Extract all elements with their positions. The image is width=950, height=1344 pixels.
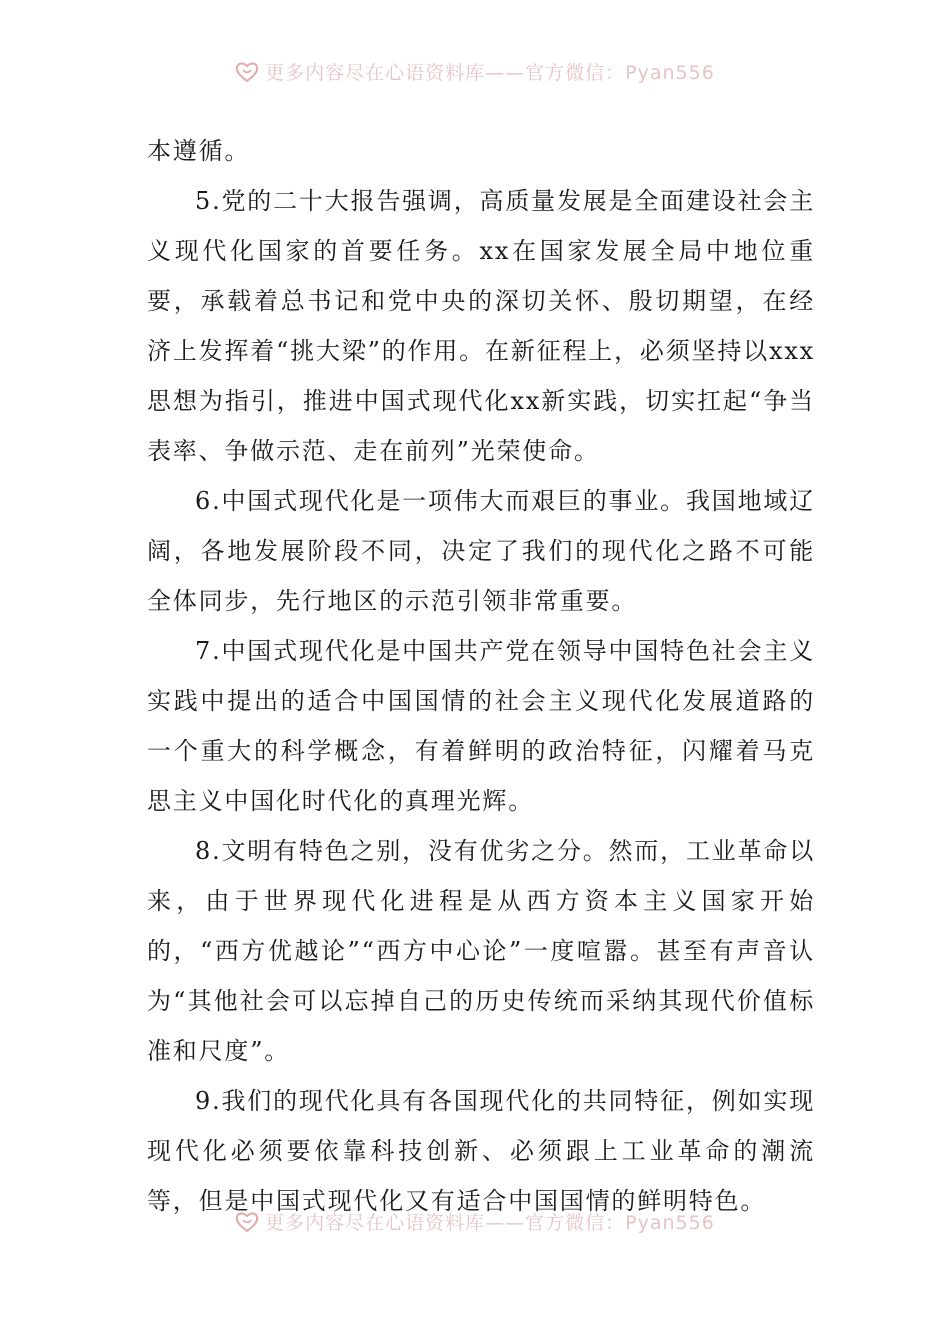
header-watermark-text: 更多内容尽在心语资料库——官方微信：Pyan556 bbox=[265, 62, 715, 84]
heart-logo-icon bbox=[235, 1211, 259, 1233]
paragraph-8: 8.文明有特色之别，没有优劣之分。然而，工业革命以来，由于世界现代化进程是从西方资本主义国家开始的，“西方优越论”“西方中心论”一度喧嚣。甚至有声音认为“其他社会可以忘掉自己的历史传统而采纳其现代价值标准和尺度”。 bbox=[147, 837, 815, 1065]
footer-watermark bbox=[0, 1208, 950, 1235]
paragraph-7: 7.中国式现代化是中国共产党在领导中国特色社会主义实践中提出的适合中国国情的社会主义现代化发展道路的一个重大的科学概念，有着鲜明的政治特征，闪耀着马克思主义中国化时代化的真理光辉。 bbox=[147, 637, 815, 815]
paragraph-6: 6.中国式现代化是一项伟大而艰巨的事业。我国地域辽阔，各地发展阶段不同，决定了我们的现代化之路不可能全体同步，先行地区的示范引领非常重要。 bbox=[147, 487, 815, 615]
header-watermark bbox=[0, 58, 950, 85]
document-body bbox=[147, 126, 815, 1226]
heart-logo-icon bbox=[235, 61, 259, 83]
paragraph-continuation: 本遵循。 bbox=[147, 137, 251, 165]
paragraph-5: 5.党的二十大报告强调，高质量发展是全面建设社会主义现代化国家的首要任务。xx在国家发展全局中地位重要，承载着总书记和党中央的深切关怀、殷切期望，在经济上发挥着“挑大梁”的作用。在新征程上，必须坚持以xxx思想为指引，推进中国式现代化xx新实践，切实扛起“争当表率、争做示范、走在前列”光荣使命。 bbox=[147, 187, 815, 465]
footer-watermark-text: 更多内容尽在心语资料库——官方微信：Pyan556 bbox=[265, 1212, 715, 1234]
paragraph-9: 9.我们的现代化具有各国现代化的共同特征，例如实现现代化必须要依靠科技创新、必须跟上工业革命的潮流等，但是中国式现代化又有适合中国国情的鲜明特色。 bbox=[147, 1087, 815, 1215]
